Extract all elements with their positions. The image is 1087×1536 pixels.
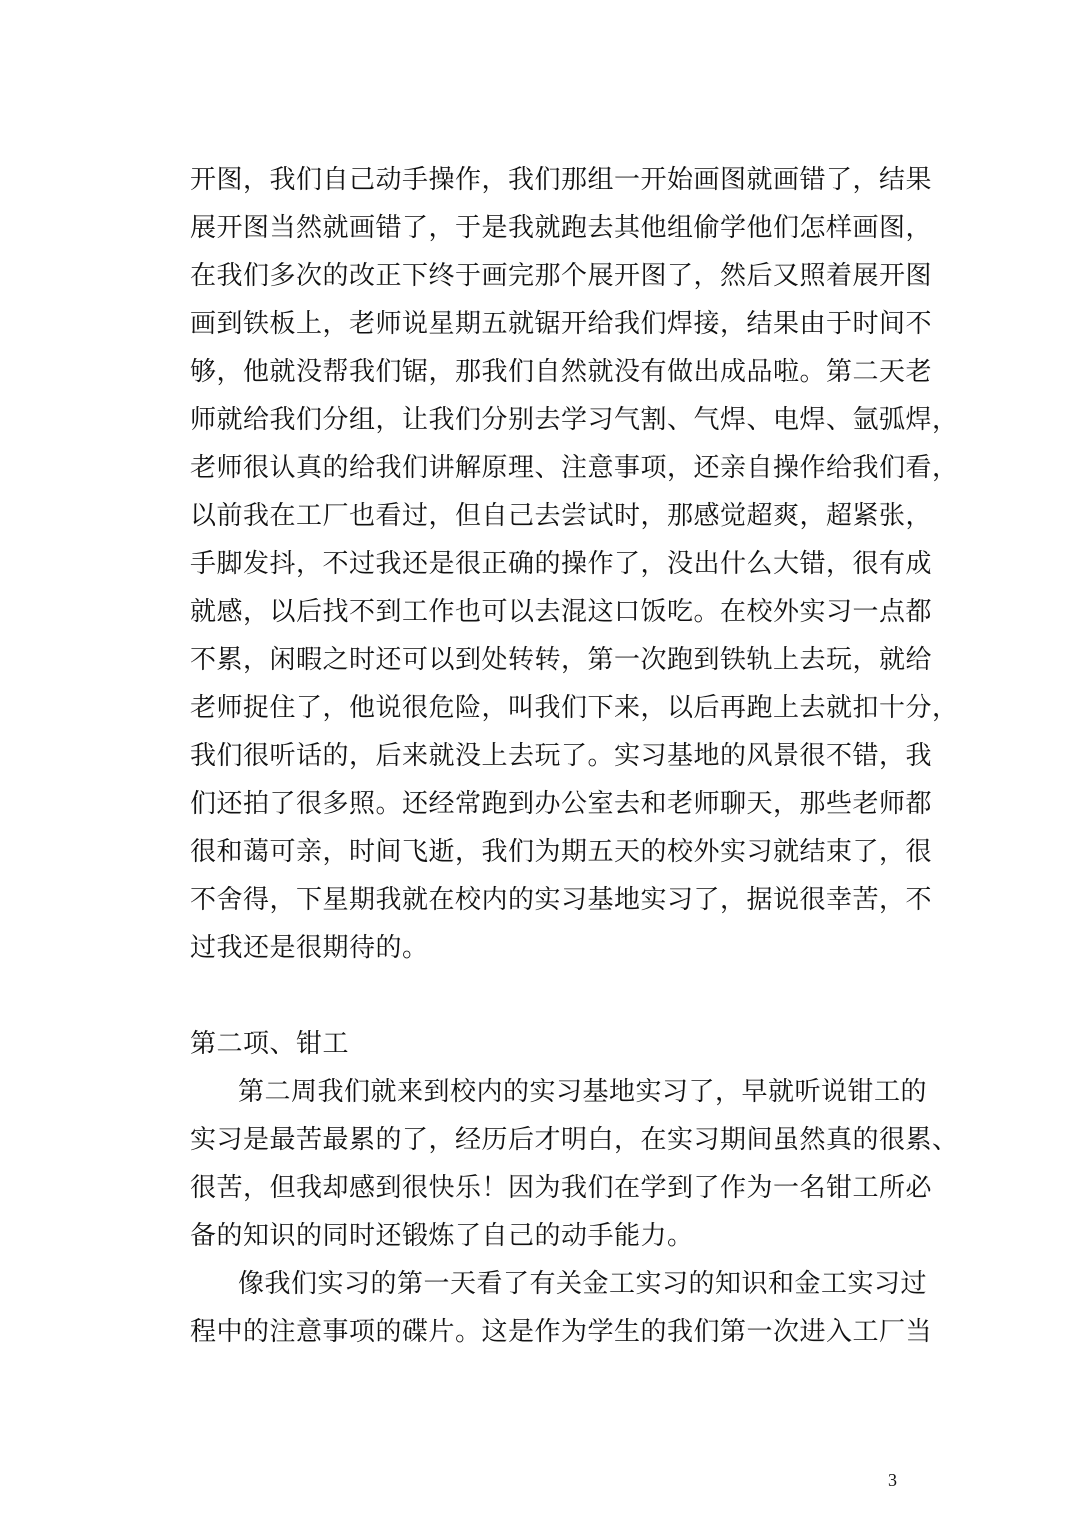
- paragraph-line: 程中的注意事项的碟片。这是作为学生的我们第一次进入工厂当: [190, 1317, 933, 1347]
- paragraph-line-last: 备的知识的同时还锻炼了自己的动手能力。: [190, 1221, 694, 1251]
- paragraph-line: 画到铁板上，老师说星期五就锯开给我们焊接，结果由于时间不: [190, 309, 933, 339]
- paragraph-line: 们还拍了很多照。还经常跑到办公室去和老师聊天，那些老师都: [190, 789, 933, 819]
- paragraph-line: 不舍得，下星期我就在校内的实习基地实习了，据说很幸苦，不: [190, 885, 933, 915]
- paragraph-line: 手脚发抖，不过我还是很正确的操作了，没出什么大错，很有成: [190, 549, 933, 579]
- paragraph-line: 展开图当然就画错了，于是我就跑去其他组偷学他们怎样画图，: [190, 213, 933, 243]
- paragraph-line: 实习是最苦最累的了，经历后才明白，在实习期间虽然真的很累、: [190, 1125, 959, 1155]
- paragraph-line-last: 过我还是很期待的。: [190, 933, 429, 963]
- paragraph-line: 开图，我们自己动手操作，我们那组一开始画图就画错了，结果: [190, 165, 933, 195]
- paragraph-line: 老师捉住了，他说很危险，叫我们下来，以后再跑上去就扣十分，: [190, 693, 959, 723]
- paragraph-line: 就感，以后找不到工作也可以去混这口饭吃。在校外实习一点都: [190, 597, 933, 627]
- paragraph-line: 以前我在工厂也看过，但自己去尝试时，那感觉超爽，超紧张，: [190, 501, 933, 531]
- paragraph-line: 很苦，但我却感到很快乐！因为我们在学到了作为一名钳工所必: [190, 1173, 933, 1203]
- paragraph-line: 很和蔼可亲，时间飞逝，我们为期五天的校外实习就结束了，很: [190, 837, 933, 867]
- paragraph-line: 不累，闲暇之时还可以到处转转，第一次跑到铁轨上去玩，就给: [190, 645, 933, 675]
- paragraph-line-first: 像我们实习的第一天看了有关金工实习的知识和金工实习过: [238, 1269, 928, 1299]
- paragraph-line: 在我们多次的改正下终于画完那个展开图了，然后又照着展开图: [190, 261, 933, 291]
- section-heading: 第二项、钳工: [190, 1029, 350, 1059]
- paragraph-line: 老师很认真的给我们讲解原理、注意事项，还亲自操作给我们看，: [190, 453, 959, 483]
- paragraph-line: 够，他就没帮我们锯，那我们自然就没有做出成品啦。第二天老: [190, 357, 933, 387]
- paragraph-line: 师就给我们分组，让我们分别去学习气割、气焊、电焊、氩弧焊，: [190, 405, 959, 435]
- paragraph-line: 我们很听话的，后来就没上去玩了。实习基地的风景很不错，我: [190, 741, 933, 771]
- page-number: 3: [888, 1470, 897, 1490]
- paragraph-line-first: 第二周我们就来到校内的实习基地实习了，早就听说钳工的: [238, 1077, 928, 1107]
